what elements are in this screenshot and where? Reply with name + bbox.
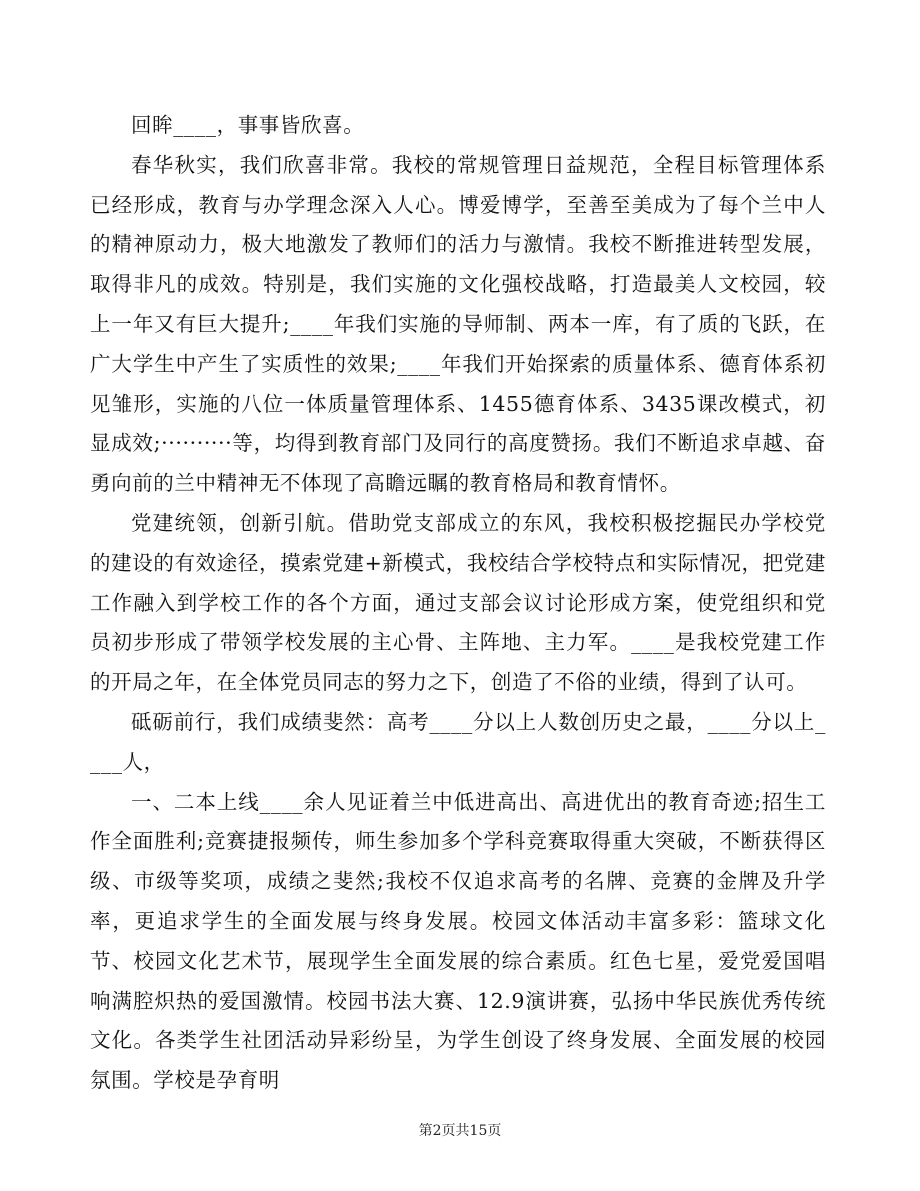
paragraph-admissions: 一、二本上线____余人见证着兰中低进高出、高进优出的教育奇迹;招生工作全面胜利;竞赛捷报频传，师生参加多个学科竞赛取得重大突破，不断获得区级、市级等奖项，成绩之斐然;我校不仅追求高考的名牌、竞赛的金牌及升学率，更追求学生的全面发展与终身发展。校园文体活动丰富多彩：篮球文化节、校园文化艺术节，展现学生全面发展的综合素质。红色七星，爱党爱国唱响满腔炽热的爱国激情。校园书法大赛、12.9演讲赛，弘扬中华民族优秀传统文化。各类学生社团活动异彩纷呈，为学生创设了终身发展、全面发展的校园氛围。学校是孕育明 <box>90 789 826 1093</box>
page-number-footer: 第2页共15页 <box>418 1123 502 1139</box>
document-body <box>90 106 826 1101</box>
paragraph-party-building: 党建统领，创新引航。借助党支部成立的东风，我校积极挖掘民办学校党的建设的有效途径，摸索党建+新模式，我校结合学校特点和实际情况，把党建工作融入到学校工作的各个方面，通过支部会议讨论形成方案，使党组织和党员初步形成了带领学校发展的主心骨、主阵地、主力军。____是我校党建工作的开局之年，在全体党员同志的努力之下，创造了不俗的业绩，得到了认可。 <box>90 510 826 695</box>
paragraph-achievements: 春华秋实，我们欣喜非常。我校的常规管理日益规范，全程目标管理体系已经形成，教育与办学理念深入人心。博爱博学，至善至美成为了每个兰中人的精神原动力，极大地激发了教师们的活力与激情。我校不断推进转型发展，取得非凡的成效。特别是，我们实施的文化强校战略，打造最美人文校园，较上一年又有巨大提升;____年我们实施的导师制、两本一库，有了质的飞跃，在广大学生中产生了实质性的效果;____年我们开始探索的质量体系、德育体系初见雏形，实施的八位一体质量管理体系、1455德育体系、3435课改模式，初显成效;··········等，均得到教育部门及同行的高度赞扬。我们不断追求卓越、奋勇向前的兰中精神无不体现了高瞻远瞩的教育格局和教育情怀。 <box>90 152 826 496</box>
paragraph-intro: 回眸____，事事皆欣喜。 <box>131 113 365 137</box>
paragraph-results: 砥砺前行，我们成绩斐然：高考____分以上人数创历史之最，____分以上____人， <box>90 709 826 774</box>
